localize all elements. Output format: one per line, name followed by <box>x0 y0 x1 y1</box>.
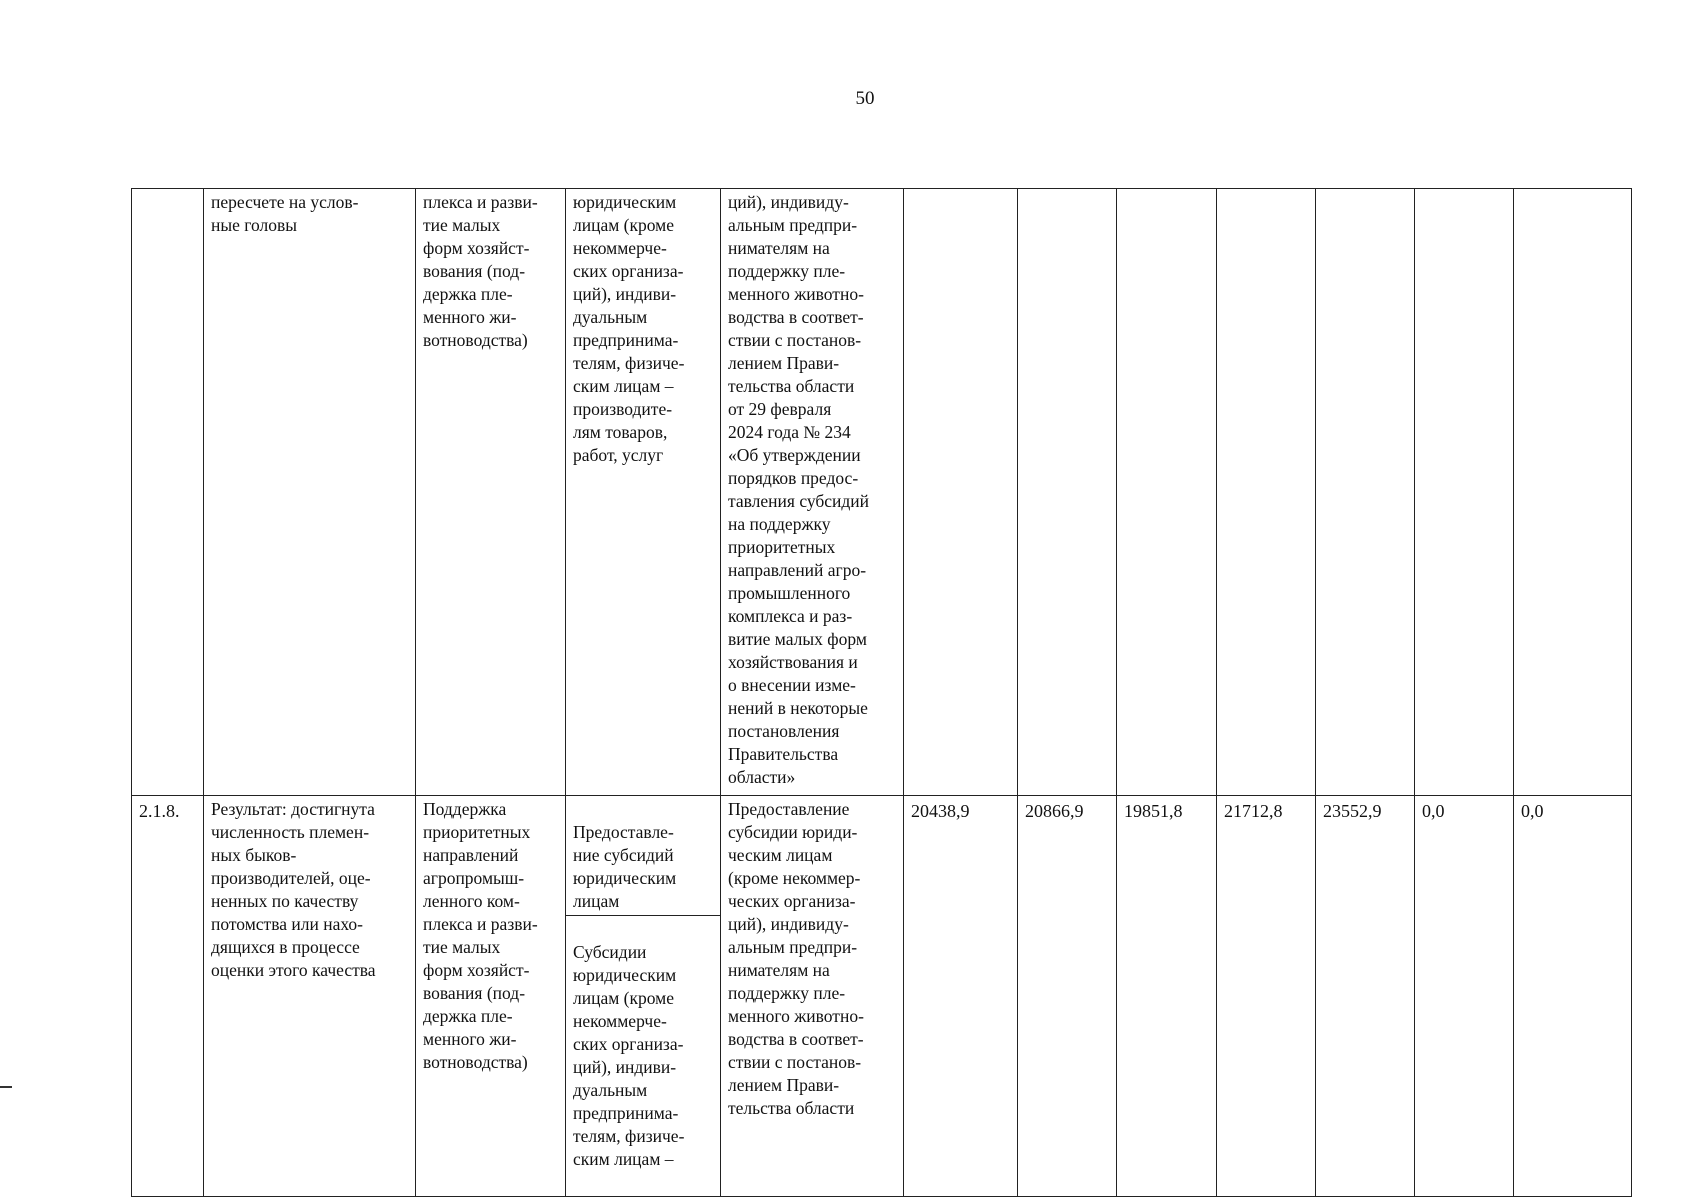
cell-direction: Поддержка приоритетных направлений агропромыш- ленного ком- плекса и разви- тие малых форм хозяйст- вования (под- держка пле- менного жи- вотноводства) <box>416 796 566 1197</box>
cell-value: 0,0 <box>1514 796 1632 1197</box>
page-number: 50 <box>855 88 875 109</box>
table-row-2-1-8 <box>132 796 1632 1197</box>
cell-value <box>1117 189 1217 796</box>
cell-measure: юридическим лицам (кроме некоммерче- ских организа- ций), индиви- дуальным предпринима- телям, физиче- ским лицам – производите- лям товаров, работ, услуг <box>566 189 721 796</box>
cell-basis: ций), индивиду- альным предпри- нимателям на поддержку пле- менного животно- водства в соответ- ствии с постанов- лением Прави- тельства области от 29 февраля 2024 года № 234 «Об утверждении порядков предос- тавления субсидий на поддержку приоритетных направлений агро- промышленного комплекса и раз- витие малых форм хозяйствования и о внесении изме- нений в некоторые постановления Правительства области» <box>721 189 904 796</box>
cell-value: 20438,9 <box>904 796 1018 1197</box>
cell-value: 20866,9 <box>1018 796 1117 1197</box>
cell-number <box>132 189 204 796</box>
cell-value: 23552,9 <box>1316 796 1415 1197</box>
cell-value <box>1415 189 1514 796</box>
cell-result: Результат: достигнута численность племен- ных быков- производителей, оце- ненных по качеству потомства или нахо- дящихся в процессе оценки этого качества <box>204 796 416 1197</box>
cell-direction: плекса и разви- тие малых форм хозяйст- вования (под- держка пле- менного жи- вотноводства) <box>416 189 566 796</box>
cell-basis: Предоставление субсидии юриди- ческим лицам (кроме некоммер- ческих организа- ций), индивиду- альным предпри- нимателям на поддержку пле- менного животно- водства в соответ- ствии с постанов- лением Прави- тельства области <box>721 796 904 1197</box>
scan-edge-mark <box>0 1086 12 1088</box>
cell-value: 19851,8 <box>1117 796 1217 1197</box>
cell-measure <box>566 796 721 1197</box>
cell-value <box>1514 189 1632 796</box>
program-table <box>131 188 1632 1197</box>
cell-result: пересчете на услов- ные головы <box>204 189 416 796</box>
cell-value <box>1217 189 1316 796</box>
cell-number: 2.1.8. <box>132 796 204 1197</box>
table-row-continuation <box>132 189 1632 796</box>
cell-value <box>1316 189 1415 796</box>
cell-value: 0,0 <box>1415 796 1514 1197</box>
cell-value <box>904 189 1018 796</box>
cell-value: 21712,8 <box>1217 796 1316 1197</box>
measure-subcell-top: Предоставле- ние субсидий юридическим лицам <box>566 819 720 916</box>
cell-value <box>1018 189 1117 796</box>
measure-subcell-bottom: Субсидии юридическим лицам (кроме некоммерче- ских организа- ций), индиви- дуальным предпринима- телям, физиче- ским лицам – <box>573 942 685 1169</box>
